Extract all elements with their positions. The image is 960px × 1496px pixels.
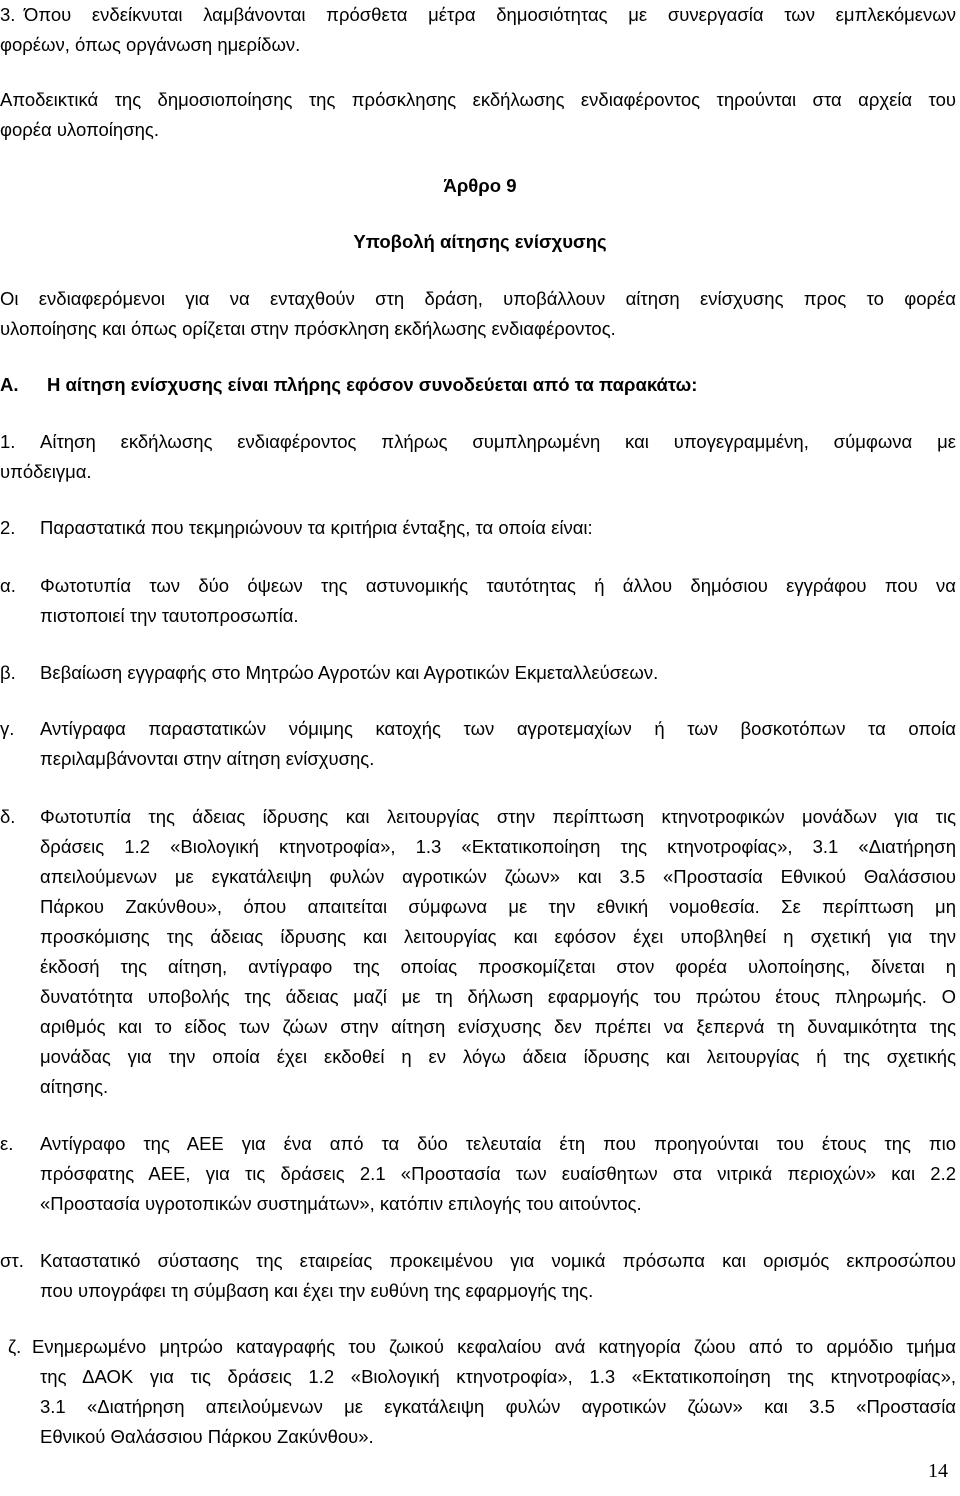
evidence-line-2: φορέα υλοποίησης. (0, 119, 159, 140)
sub-st-line-1: Καταστατικό σύστασης της εταιρείας προκειμένου για νομικά πρόσωπα και ορισμός εκπροσώπου (40, 1250, 956, 1271)
sub-gamma-marker: γ. (0, 718, 15, 739)
page-number: 14 (928, 1460, 948, 1482)
sub-epsilon-line-2: πρόσφατης ΑΕΕ, για τις δράσεις 2.1 «Προστασία των ευαίσθητων στα νιτρικά περιοχών» και 2.2 (40, 1163, 956, 1184)
sub-zeta-line-2: της ΔΑΟΚ για τις δράσεις 1.2 «Βιολογική κτηνοτροφία», 1.3 «Εκτατικοποίηση της κτηνοτροφίας», (40, 1366, 956, 1387)
sub-st-line-2: που υπογράφει τη σύμβαση και έχει την ευθύνη της εφαρμογής της. (40, 1280, 594, 1301)
item-3-line-2: φορέων, όπως οργάνωση ημερίδων. (0, 34, 301, 55)
sub-epsilon-line-1: Αντίγραφο της ΑΕΕ για ένα από τα δύο τελευταία έτη που προηγούνται του έτους της πιο (40, 1133, 956, 1154)
item-1-line-2: υπόδειγμα. (0, 461, 92, 482)
sub-delta-line-3: απειλούμενων με εγκατάλειψη φυλών αγροτικών ζώων» και 3.5 «Προστασία Εθνικού Θαλάσσιου (40, 866, 956, 887)
sub-zeta-line-1: Ενημερωμένο μητρώο καταγραφής του ζωικού κεφαλαίου ανά κατηγορία ζώου από το αρμόδιο τμήμα (32, 1336, 956, 1357)
sub-delta-line-5: προσκόμισης της άδειας ίδρυσης και λειτουργίας και εφόσον έχει υποβληθεί η σχετική για την (40, 926, 956, 947)
item-2-marker: 2. (0, 517, 16, 538)
sub-delta-line-1: Φωτοτυπία της άδειας ίδρυσης και λειτουργίας στην περίπτωση κτηνοτροφικών μονάδων για τις (40, 806, 956, 827)
sub-delta-line-6: έκδοσή της αίτηση, αντίγραφο της οποίας προσκομίζεται στον φορέα υλοποίησης, δίνεται η (40, 956, 956, 977)
sub-epsilon-line-3: «Προστασία υγροτοπικών συστημάτων», κατόπιν επιλογής του αιτούντος. (40, 1193, 642, 1214)
sub-beta-marker: β. (0, 662, 16, 683)
item-2-text: Παραστατικά που τεκμηριώνουν τα κριτήρια ένταξης, τα οποία είναι: (40, 517, 593, 538)
article-subtitle: Υποβολή αίτησης ενίσχυσης (353, 231, 607, 252)
article-intro-line-2: υλοποίησης και όπως ορίζεται στην πρόσκληση εκδήλωσης ενδιαφέροντος. (0, 318, 616, 339)
sub-epsilon-marker: ε. (0, 1133, 14, 1154)
sub-zeta-marker: ζ. (8, 1336, 22, 1357)
item-1-line-1: Αίτηση εκδήλωσης ενδιαφέροντος πλήρως συμπληρωμένη και υπογεγραμμένη, σύμφωνα με (40, 431, 956, 452)
article-intro-line-1: Οι ενδιαφερόμενοι για να ενταχθούν στη δράση, υποβάλλουν αίτηση ενίσχυσης προς το φορέα (0, 288, 956, 309)
sub-delta-line-9: μονάδας για την οποία έχει εκδοθεί η εν λόγω άδεια ίδρυσης και λειτουργίας ή της σχετικής (40, 1046, 956, 1067)
evidence-line-1: Αποδεικτικά της δημοσιοποίησης της πρόσκλησης εκδήλωσης ενδιαφέροντος τηρούνται στα αρχεία του (0, 89, 956, 110)
sub-delta-line-10: αίτησης. (40, 1076, 109, 1097)
sub-alpha-marker: α. (0, 575, 16, 596)
sub-delta-marker: δ. (0, 806, 16, 827)
sub-gamma-line-1: Αντίγραφα παραστατικών νόμιμης κατοχής των αγροτεμαχίων ή των βοσκοτόπων τα οποία (40, 718, 956, 739)
sub-alpha-line-2: πιστοποιεί την ταυτοπροσωπία. (40, 605, 299, 626)
item-1-marker: 1. (0, 431, 16, 452)
sub-st-marker: στ. (0, 1250, 24, 1271)
item-3-line-1: Όπου ενδείκνυται λαμβάνονται πρόσθετα μέτρα δημοσιότητας με συνεργασία των εμπλεκόμενων (24, 4, 956, 25)
sub-delta-line-8: αριθμός και το είδος των ζώων στην αίτηση ενίσχυσης δεν πρέπει να ξεπερνά τη δυναμικότητα της (40, 1016, 956, 1037)
sub-alpha-line-1: Φωτοτυπία των δύο όψεων της αστυνομικής ταυτότητας ή άλλου δημόσιου εγγράφου που να (40, 575, 956, 596)
sub-delta-line-2: δράσεις 1.2 «Βιολογική κτηνοτροφία», 1.3 «Εκτατικοποίηση της κτηνοτροφίας», 3.1 «Διατήρηση (40, 836, 956, 857)
section-a-marker: Α. (0, 374, 19, 395)
sub-zeta-line-4: Εθνικού Θαλάσσιου Πάρκου Ζακύνθου». (40, 1426, 374, 1447)
sub-beta-line-1: Βεβαίωση εγγραφής στο Μητρώο Αγροτών και Αγροτικών Εκμεταλλεύσεων. (40, 662, 659, 683)
sub-delta-line-4: Πάρκου Ζακύνθου», όπου απαιτείται σύμφωνα με την εθνική νομοθεσία. Σε περίπτωση μη (40, 896, 956, 917)
item-3-number: 3. (0, 4, 16, 25)
article-title: Άρθρο 9 (443, 175, 517, 196)
section-a-heading: Η αίτηση ενίσχυσης είναι πλήρης εφόσον συνοδεύεται από τα παρακάτω: (47, 374, 698, 395)
sub-delta-line-7: δυνατότητα υποβολής της άδειας μαζί με τη δήλωση εφαρμογής του πρώτου έτους πληρωμής. Ο (40, 986, 956, 1007)
sub-gamma-line-2: περιλαμβάνονται στην αίτηση ενίσχυσης. (40, 748, 375, 769)
sub-zeta-line-3: 3.1 «Διατήρηση απειλούμενων με εγκατάλειψη φυλών αγροτικών ζώων» και 3.5 «Προστασία (40, 1396, 956, 1417)
